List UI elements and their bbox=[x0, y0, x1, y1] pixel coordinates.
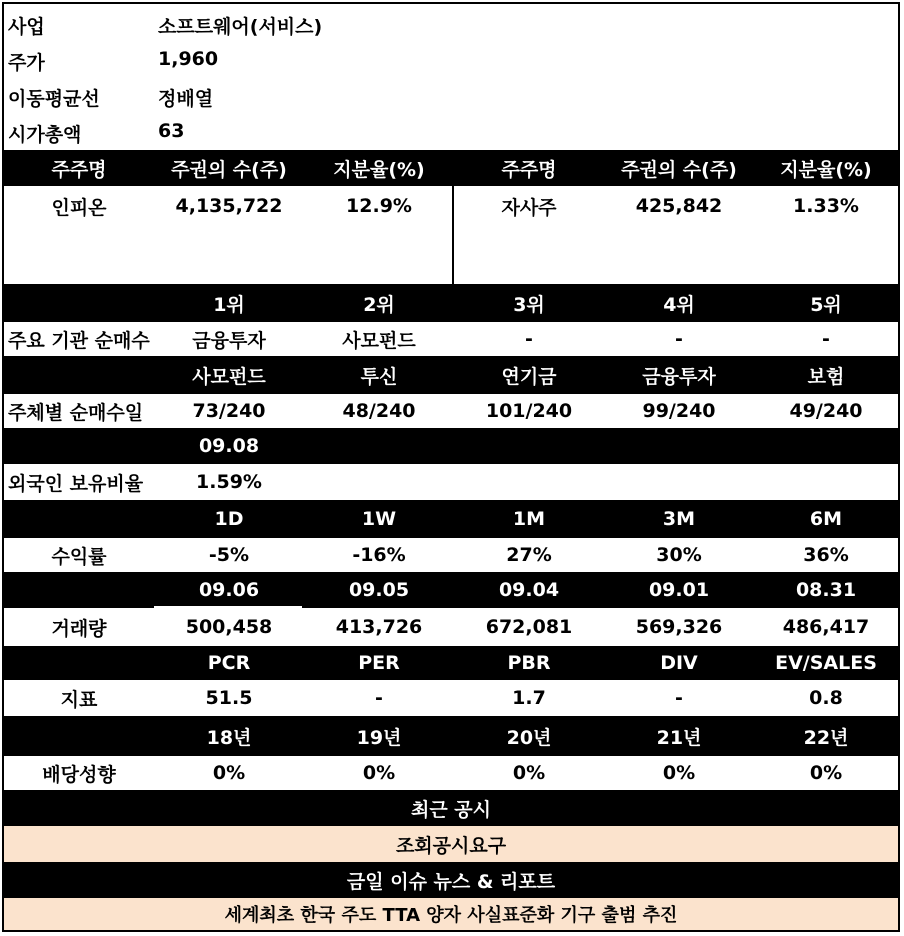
entity-pension-value: 101/240 bbox=[485, 400, 573, 422]
returns-1m-header: 1M bbox=[512, 508, 546, 530]
volume-date-3-header: 09.04 bbox=[498, 579, 560, 601]
volume-value-1: 500,458 bbox=[185, 616, 273, 638]
entity-private-fund-header: 사모펀드 bbox=[192, 365, 266, 388]
indicator-ev-sales-value: 0.8 bbox=[809, 687, 843, 709]
entity-insurance-header: 보험 bbox=[807, 365, 845, 388]
shareholder-name: 인피온 bbox=[51, 196, 107, 219]
shareholder-ratio-2: 1.33% bbox=[793, 195, 859, 217]
shareholder-shares-header-2: 주권의 수(주) bbox=[621, 158, 737, 181]
entity-trust-header: 투신 bbox=[360, 365, 398, 388]
indicator-ev-sales-header: EV/SALES bbox=[775, 652, 877, 674]
shareholder-shares-header: 주권의 수(주) bbox=[171, 158, 287, 181]
volume-row bbox=[4, 608, 898, 646]
volume-value-2: 413,726 bbox=[335, 616, 423, 638]
disclosure-item[interactable]: 조회공시요구 bbox=[395, 834, 507, 857]
rank-1-header: 1위 bbox=[213, 293, 245, 316]
rank-4-value: - bbox=[675, 328, 683, 350]
dividend-19-header: 19년 bbox=[356, 726, 402, 749]
disclosure-title: 최근 공시 bbox=[410, 798, 492, 821]
info-value-market-cap: 63 bbox=[158, 120, 185, 142]
foreign-value: 1.59% bbox=[196, 471, 262, 493]
disclosure-item-row bbox=[4, 826, 898, 862]
dividend-22-header: 22년 bbox=[803, 726, 849, 749]
institution-rank-header-row bbox=[4, 284, 898, 322]
rank-3-value: - bbox=[525, 328, 533, 350]
entity-private-fund-value: 73/240 bbox=[192, 400, 266, 422]
shareholder-ratio-header: 지분율(%) bbox=[333, 158, 425, 181]
volume-date-5-header: 08.31 bbox=[795, 579, 857, 601]
entity-days-header-row bbox=[4, 356, 898, 394]
dividend-21-header: 21년 bbox=[656, 726, 702, 749]
returns-1m-value: 27% bbox=[506, 544, 552, 566]
indicator-div-header: DIV bbox=[660, 652, 698, 674]
indicator-per-header: PER bbox=[358, 652, 400, 674]
returns-header-row bbox=[4, 500, 898, 538]
foreign-header-row bbox=[4, 428, 898, 464]
returns-1d-value: -5% bbox=[208, 544, 250, 566]
dividend-18-header: 18년 bbox=[206, 726, 252, 749]
foreign-date: 09.08 bbox=[198, 435, 260, 457]
dividend-20-header: 20년 bbox=[506, 726, 552, 749]
institution-rank-row bbox=[4, 322, 898, 356]
returns-6m-header: 6M bbox=[809, 508, 843, 530]
returns-1w-value: -16% bbox=[352, 544, 406, 566]
info-value-moving-average: 정배열 bbox=[158, 88, 214, 110]
returns-label: 수익률 bbox=[51, 545, 107, 568]
indicator-pbr-value: 1.7 bbox=[512, 687, 546, 709]
foreign-row bbox=[4, 464, 898, 500]
returns-1d-header: 1D bbox=[214, 508, 244, 530]
returns-3m-header: 3M bbox=[662, 508, 696, 530]
dividend-row bbox=[4, 756, 898, 790]
shareholder-shares-2: 425,842 bbox=[635, 195, 723, 217]
entity-pension-header: 연기금 bbox=[501, 365, 557, 388]
entity-financial-value: 99/240 bbox=[642, 400, 716, 422]
entity-trust-value: 48/240 bbox=[342, 400, 416, 422]
volume-date-1-header: 09.06 bbox=[198, 579, 260, 601]
news-title: 금일 이슈 뉴스 & 리포트 bbox=[346, 870, 556, 893]
rank-2-header: 2위 bbox=[363, 293, 395, 316]
disclosure-header-row bbox=[4, 790, 898, 826]
indicators-row bbox=[4, 680, 898, 716]
indicator-pbr-header: PBR bbox=[507, 652, 551, 674]
indicator-per-value: - bbox=[375, 687, 383, 709]
volume-value-4: 569,326 bbox=[635, 616, 723, 638]
returns-3m-value: 30% bbox=[656, 544, 702, 566]
rank-4-header: 4위 bbox=[663, 293, 695, 316]
news-item-row bbox=[4, 898, 898, 930]
dividend-header-row bbox=[4, 716, 898, 756]
institution-rank-label: 주요 기관 순매수 bbox=[8, 329, 150, 352]
indicator-pcr-header: PCR bbox=[207, 652, 251, 674]
rank-5-header: 5위 bbox=[810, 293, 842, 316]
volume-value-5: 486,417 bbox=[782, 616, 870, 638]
volume-label: 거래량 bbox=[51, 617, 107, 640]
returns-row bbox=[4, 538, 898, 572]
entity-days-label: 주체별 순매수일 bbox=[8, 401, 144, 424]
info-value-business: 소프트웨어(서비스) bbox=[158, 16, 323, 38]
rank-3-header: 3위 bbox=[513, 293, 545, 316]
volume-date-4-header: 09.01 bbox=[648, 579, 710, 601]
dividend-21-value: 0% bbox=[662, 762, 696, 784]
dividend-22-value: 0% bbox=[809, 762, 843, 784]
shareholder-ratio: 12.9% bbox=[346, 195, 412, 217]
dividend-label: 배당성향 bbox=[42, 763, 116, 786]
info-label-market-cap: 시가총액 bbox=[8, 124, 82, 146]
volume-header-row bbox=[4, 572, 898, 608]
dividend-19-value: 0% bbox=[362, 762, 396, 784]
shareholders-value-row bbox=[4, 186, 898, 226]
shareholder-ratio-header-2: 지분율(%) bbox=[780, 158, 872, 181]
returns-1w-header: 1W bbox=[361, 508, 397, 530]
shareholder-name-2: 자사주 bbox=[501, 196, 557, 219]
info-label-business: 사업 bbox=[8, 16, 45, 38]
shareholder-name-header-2: 주주명 bbox=[501, 158, 557, 181]
entity-financial-header: 금융투자 bbox=[642, 365, 716, 388]
volume-date-2-header: 09.05 bbox=[348, 579, 410, 601]
indicator-div-value: - bbox=[675, 687, 683, 709]
rank-5-value: - bbox=[822, 328, 830, 350]
news-header-row bbox=[4, 862, 898, 898]
dividend-20-value: 0% bbox=[512, 762, 546, 784]
indicators-header-row bbox=[4, 646, 898, 680]
news-item[interactable]: 세계최초 한국 주도 TTA 양자 사실표준화 기구 출범 추진 bbox=[224, 905, 678, 926]
info-value-price: 1,960 bbox=[158, 48, 219, 70]
dividend-18-value: 0% bbox=[212, 762, 246, 784]
entity-insurance-value: 49/240 bbox=[789, 400, 863, 422]
shareholders-header-row bbox=[4, 150, 898, 186]
volume-value-3: 672,081 bbox=[485, 616, 573, 638]
shareholders-divider bbox=[452, 186, 454, 284]
indicators-label: 지표 bbox=[60, 688, 98, 711]
info-label-moving-average: 이동평균선 bbox=[8, 88, 100, 110]
returns-6m-value: 36% bbox=[803, 544, 849, 566]
rank-2-value: 사모펀드 bbox=[342, 329, 416, 352]
rank-1-value: 금융투자 bbox=[192, 329, 266, 352]
indicator-pcr-value: 51.5 bbox=[205, 687, 253, 709]
info-label-price: 주가 bbox=[8, 52, 45, 74]
shareholder-name-header: 주주명 bbox=[51, 158, 107, 181]
entity-days-row bbox=[4, 394, 898, 428]
shareholder-shares: 4,135,722 bbox=[175, 195, 283, 217]
foreign-label: 외국인 보유비율 bbox=[8, 472, 144, 495]
